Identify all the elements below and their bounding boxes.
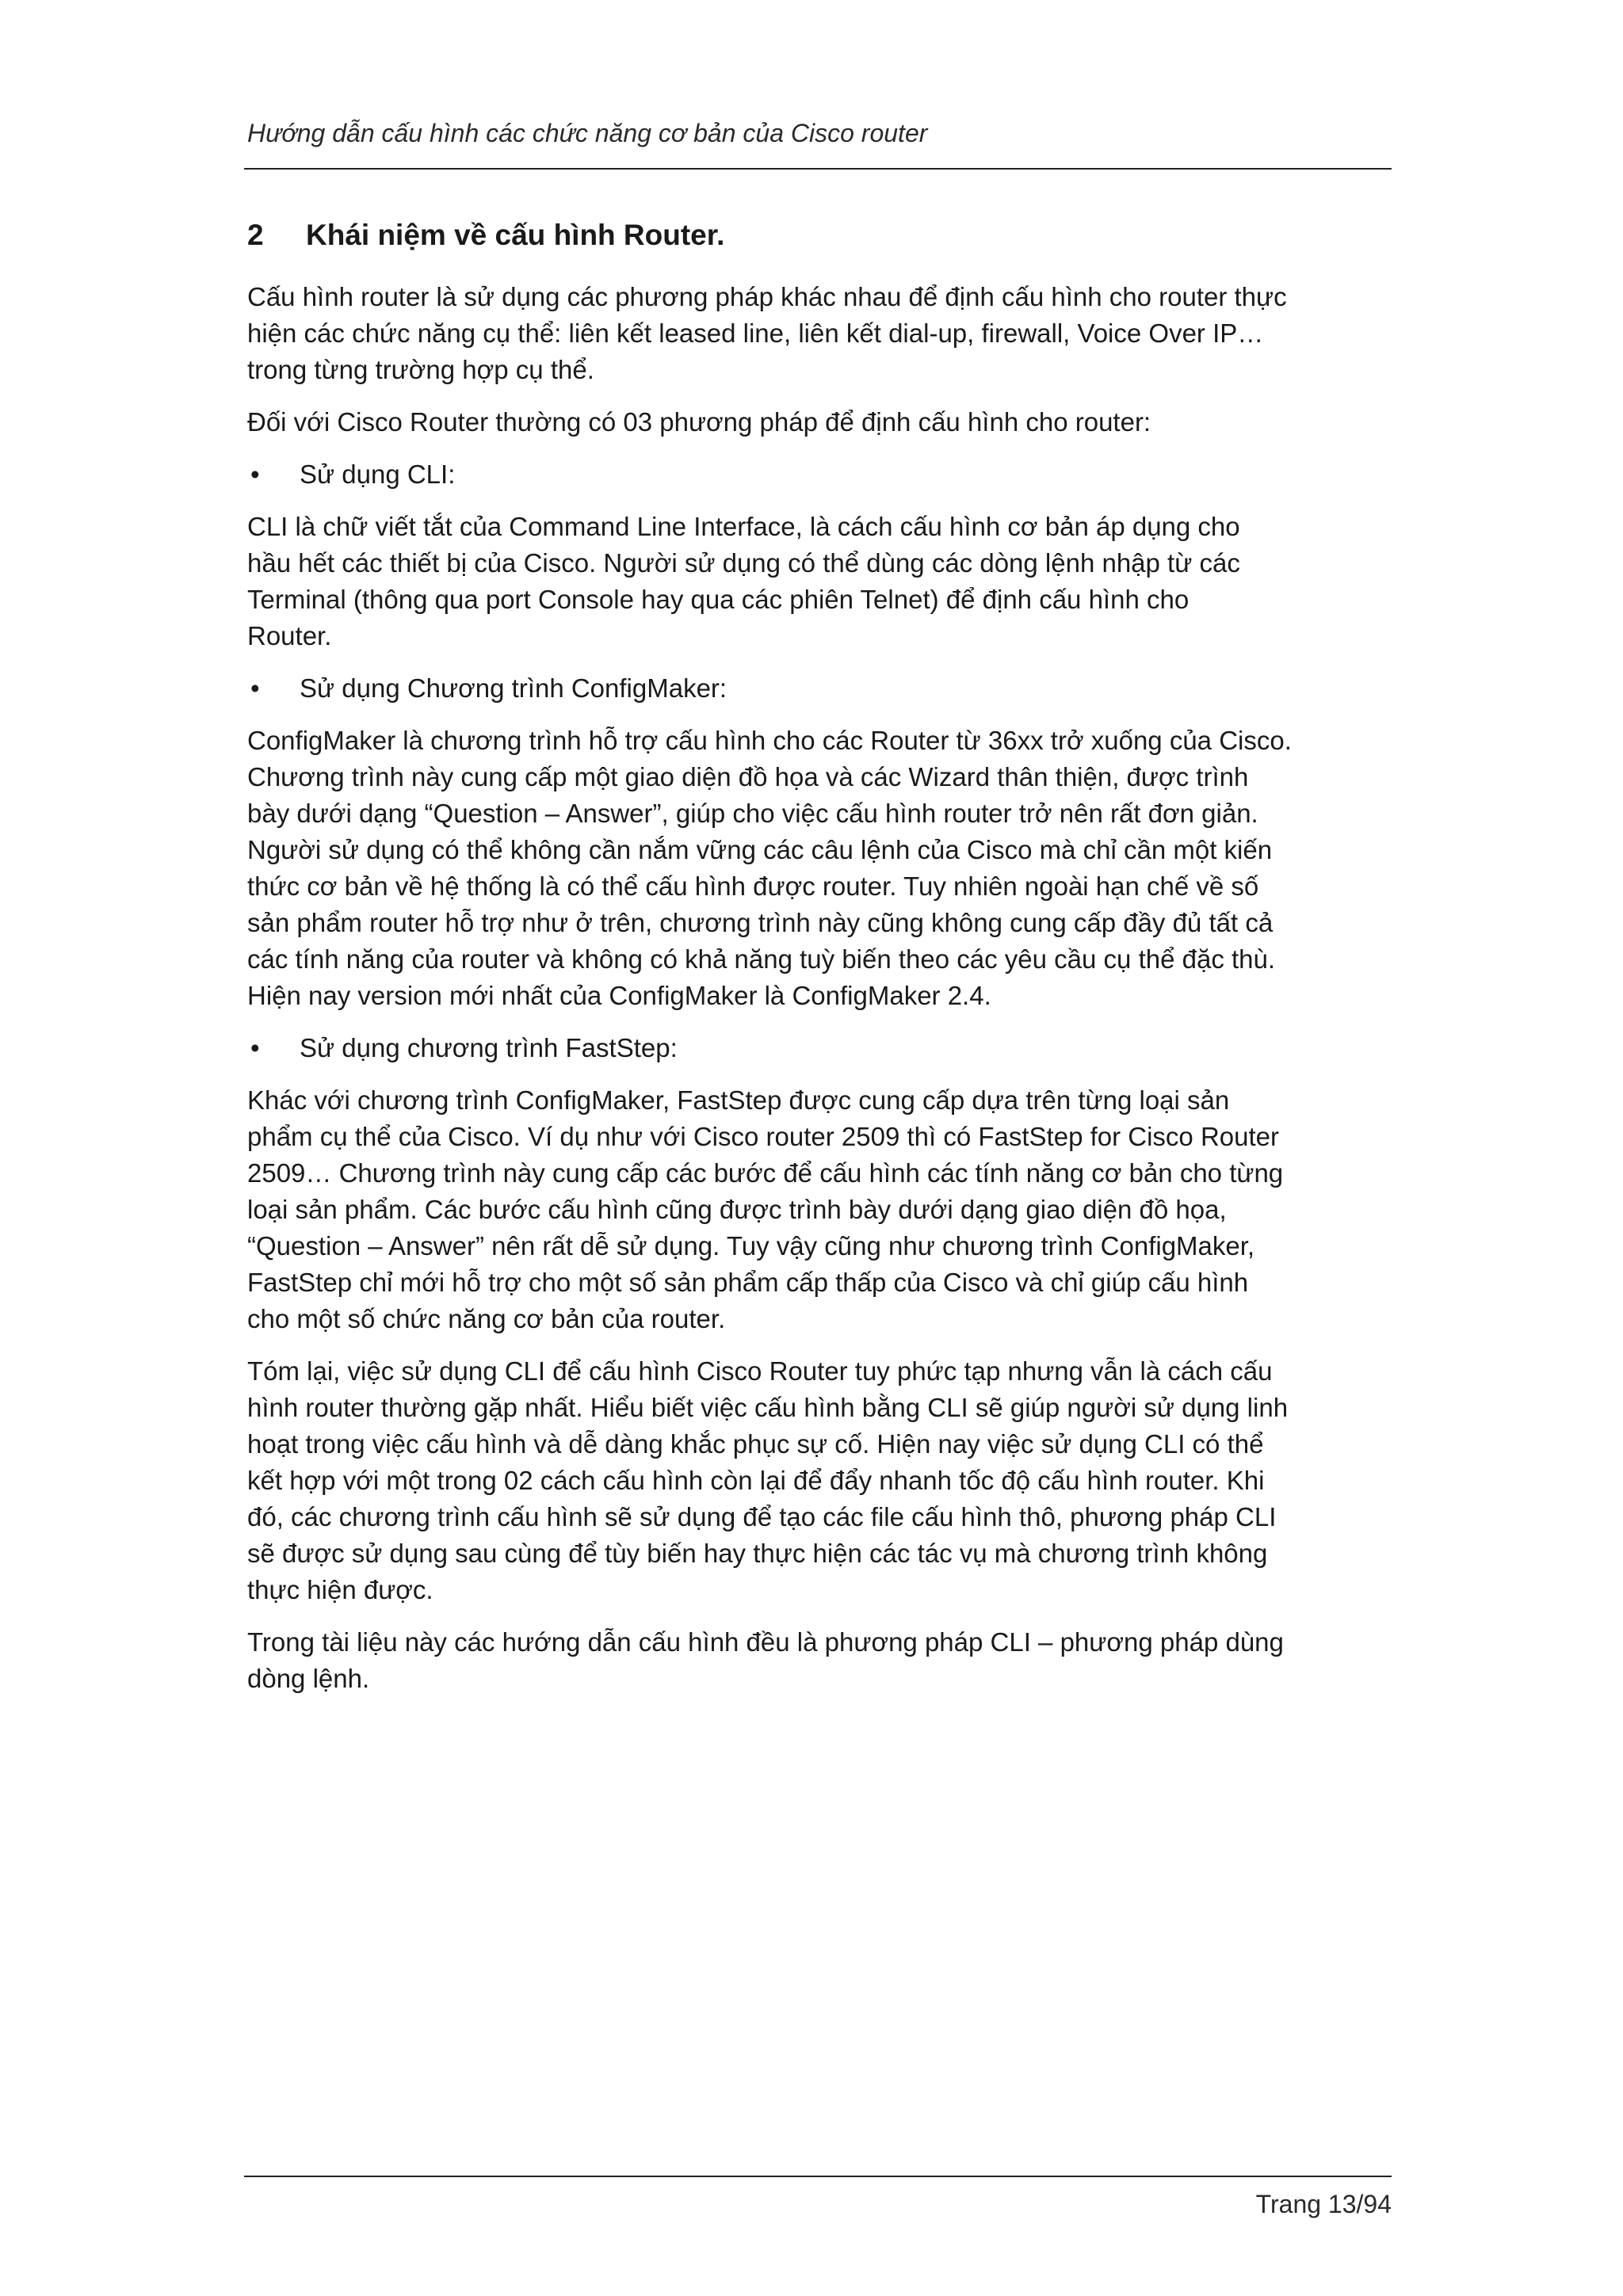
bullet-icon: • (250, 1033, 260, 1062)
bullet-item-cli (247, 456, 1388, 493)
running-header: Hướng dẫn cấu hình các chức năng cơ bản của Cisco router (247, 119, 928, 147)
bullet-item-configmaker (247, 670, 1388, 707)
page-content (247, 214, 1388, 1713)
section-number: 2 (247, 219, 264, 251)
bullet-label: Sử dụng Chương trình ConfigMaker: (300, 673, 727, 703)
bullet-icon: • (250, 460, 260, 489)
bullet-icon: • (250, 673, 260, 703)
paragraph-summary: Tóm lại, việc sử dụng CLI để cấu hình Cisco Router tuy phức tạp nhưng vẫn là cách cấu hình router thường gặp nhất. Hiểu biết việc cấu hình bằng CLI sẽ giúp người sử dụng linh hoạt trong việc cấu hình và dễ dàng khắc phục sự cố. Hiện nay việc sử dụng CLI có thể kết hợp với một trong 02 cách cấu hình còn lại để đẩy nhanh tốc độ cấu hình router. Khi đó, các chương trình cấu hình sẽ sử dụng để tạo các file cấu hình thô, phương pháp CLI sẽ được sử dụng sau cùng để tùy biến hay thực hiện các tác vụ mà chương trình không thực hiện được. (247, 1356, 1289, 1604)
paragraph-conclusion: Trong tài liệu này các hướng dẫn cấu hình đều là phương pháp CLI – phương pháp dùng dòng lệnh. (247, 1627, 1284, 1693)
bullet-item-faststep (247, 1030, 1388, 1066)
paragraph-faststep: Khác với chương trình ConfigMaker, FastStep được cung cấp dựa trên từng loại sản phẩm cụ thể của Cisco. Ví dụ như với Cisco router 2509 thì có FastStep for Cisco Router 2509… Chương trình này cung cấp các bước để cấu hình các tính năng cơ bản cho từng loại sản phẩm. Các bước cấu hình cũng được trình bày dưới dạng giao diện đồ họa, “Question – Answer” nên rất dễ sử dụng. Tuy vậy cũng như chương trình ConfigMaker, FastStep chỉ mới hỗ trợ cho một số sản phẩm cấp thấp của Cisco và chỉ giúp cấu hình cho một số chức năng cơ bản của router. (247, 1085, 1284, 1333)
section-heading (247, 214, 1388, 257)
bullet-label: Sử dụng chương trình FastStep: (300, 1033, 678, 1062)
section-title: Khái niệm về cấu hình Router. (306, 219, 725, 251)
footer-rule (244, 2176, 1392, 2177)
bullet-label: Sử dụng CLI: (300, 460, 456, 489)
paragraph-intro: Cấu hình router là sử dụng các phương pháp khác nhau để định cấu hình cho router thực hiện các chức năng cụ thể: liên kết leased line, liên kết dial-up, firewall, Voice Over IP… trong từng trường hợp cụ thể. (247, 282, 1287, 384)
paragraph-methods: Đối với Cisco Router thường có 03 phương pháp để định cấu hình cho router: (247, 407, 1151, 437)
paragraph-configmaker: ConfigMaker là chương trình hỗ trợ cấu hình cho các Router từ 36xx trở xuống của Cisco. Chương trình này cung cấp một giao diện đồ họa và các Wizard thân thiện, được trình bày dưới dạng “Question – Answer”, giúp cho việc cấu hình router trở nên rất đơn giản. Người sử dụng có thể không cần nắm vững các câu lệnh của Cisco mà chỉ cần một kiến thức cơ bản về hệ thống là có thể cấu hình được router. Tuy nhiên ngoài hạn chế về số sản phẩm router hỗ trợ như ở trên, chương trình này cũng không cung cấp đầy đủ tất cả các tính năng của router và không có khả năng tuỳ biến theo các yêu cầu cụ thể đặc thù. Hiện nay version mới nhất của ConfigMaker là ConfigMaker 2.4. (247, 726, 1292, 1010)
paragraph-cli: CLI là chữ viết tắt của Command Line Interface, là cách cấu hình cơ bản áp dụng cho hầu hết các thiết bị của Cisco. Người sử dụng có thể dùng các dòng lệnh nhập từ các Terminal (thông qua port Console hay qua các phiên Telnet) để định cấu hình cho Router. (247, 512, 1240, 650)
header-rule (244, 168, 1392, 170)
page-number: Trang 13/94 (1255, 2190, 1392, 2218)
